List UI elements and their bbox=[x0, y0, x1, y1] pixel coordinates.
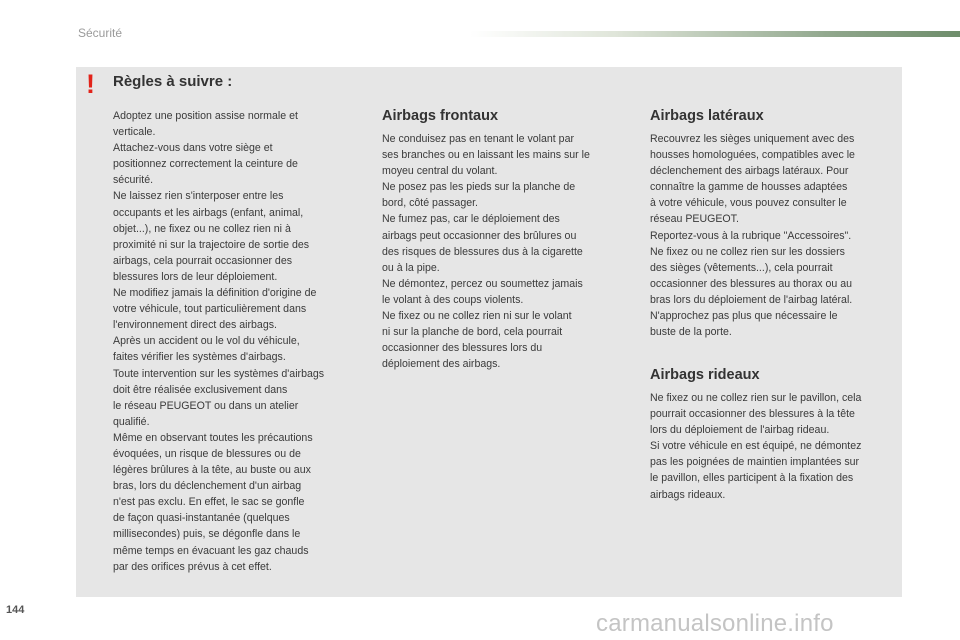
side-airbags-heading: Airbags latéraux bbox=[650, 108, 764, 124]
frontal-airbags-heading: Airbags frontaux bbox=[382, 108, 499, 124]
rules-title: Règles à suivre : bbox=[113, 73, 233, 90]
header-decor-bar bbox=[470, 31, 960, 37]
exclamation-icon: ! bbox=[86, 69, 95, 99]
curtain-airbags-text: Ne fixez ou ne collez rien sur le pavillon, cela pourrait occasionner des blessures à la tête lors du déploiement de l'airbag rideau. Si votre véhicule en est équipé, ne démontez pas les poignées de maintien implantées sur le pavillon, elles participent à la fixation des airbags rideaux. bbox=[650, 392, 862, 501]
curtain-airbags-heading: Airbags rideaux bbox=[650, 367, 760, 383]
page-number: 144 bbox=[6, 604, 25, 616]
general-rules-text: Adoptez une position assise normale et verticale. Attachez-vous dans votre siège et positionnez correctement la ceinture de sécurité. Ne laissez rien s'interposer entre les occupants et les airbags (enfant, animal, objet...), ne fixez ou ne collez rien ni à proximité ni sur la trajectoire de sortie des airbags, cela pourrait occasionner des blessures lors de leur déploiement. Ne modifiez jamais la définition d'origine de votre véhicule, tout particulièrement dans l'environnement direct des airbags. Après un accident ou le vol du véhicule, faites vérifier les systèmes d'airbags. Toute intervention sur les systèmes d'airbags doit être réalisée exclusivement dans le réseau PEUGEOT ou dans un atelier qualifié. Même en observant toutes les précautions évoquées, un risque de blessures ou de légères brûlures à la tête, au buste ou aux bras, lors du déclenchement d'un airbag n'est pas exclu. En effet, le sac se gonfle de façon quasi-instantanée (quelques millisecondes) puis, se dégonfle dans le même temps en évacuant les gaz chauds par des orifices prévus à cet effet. bbox=[113, 110, 325, 573]
section-title: Sécurité bbox=[78, 26, 123, 40]
watermark: carmanualsonline.info bbox=[596, 610, 834, 637]
frontal-airbags-text: Ne conduisez pas en tenant le volant par ses branches ou en laissant les mains sur le moyeu central du volant. Ne posez pas les pieds sur la planche de bord, côté passager. Ne fumez pas, car le déploiement des airbags peut occasionner des brûlures ou des risques de blessures dus à la cigarette ou à la pipe. Ne démontez, percez ou soumettez jamais le volant à des coups violents. Ne fixez ou ne collez rien ni sur le volant ni sur la planche de bord, cela pourrait occasionner des blessures lors du déploiement des airbags. bbox=[382, 133, 590, 371]
side-airbags-text: Recouvrez les sièges uniquement avec des housses homologuées, compatibles avec le déclenchement des airbags latéraux. Pour connaître la gamme de housses adaptées à votre véhicule, vous pouvez consulter le réseau PEUGEOT. Reportez-vous à la rubrique "Accessoires". Ne fixez ou ne collez rien sur les dossiers des sièges (vêtements...), cela pourrait occasionner des blessures au thorax ou au bras lors du déploiement de l'airbag latéral. N'approchez pas plus que nécessaire le buste de la porte. bbox=[650, 133, 855, 339]
